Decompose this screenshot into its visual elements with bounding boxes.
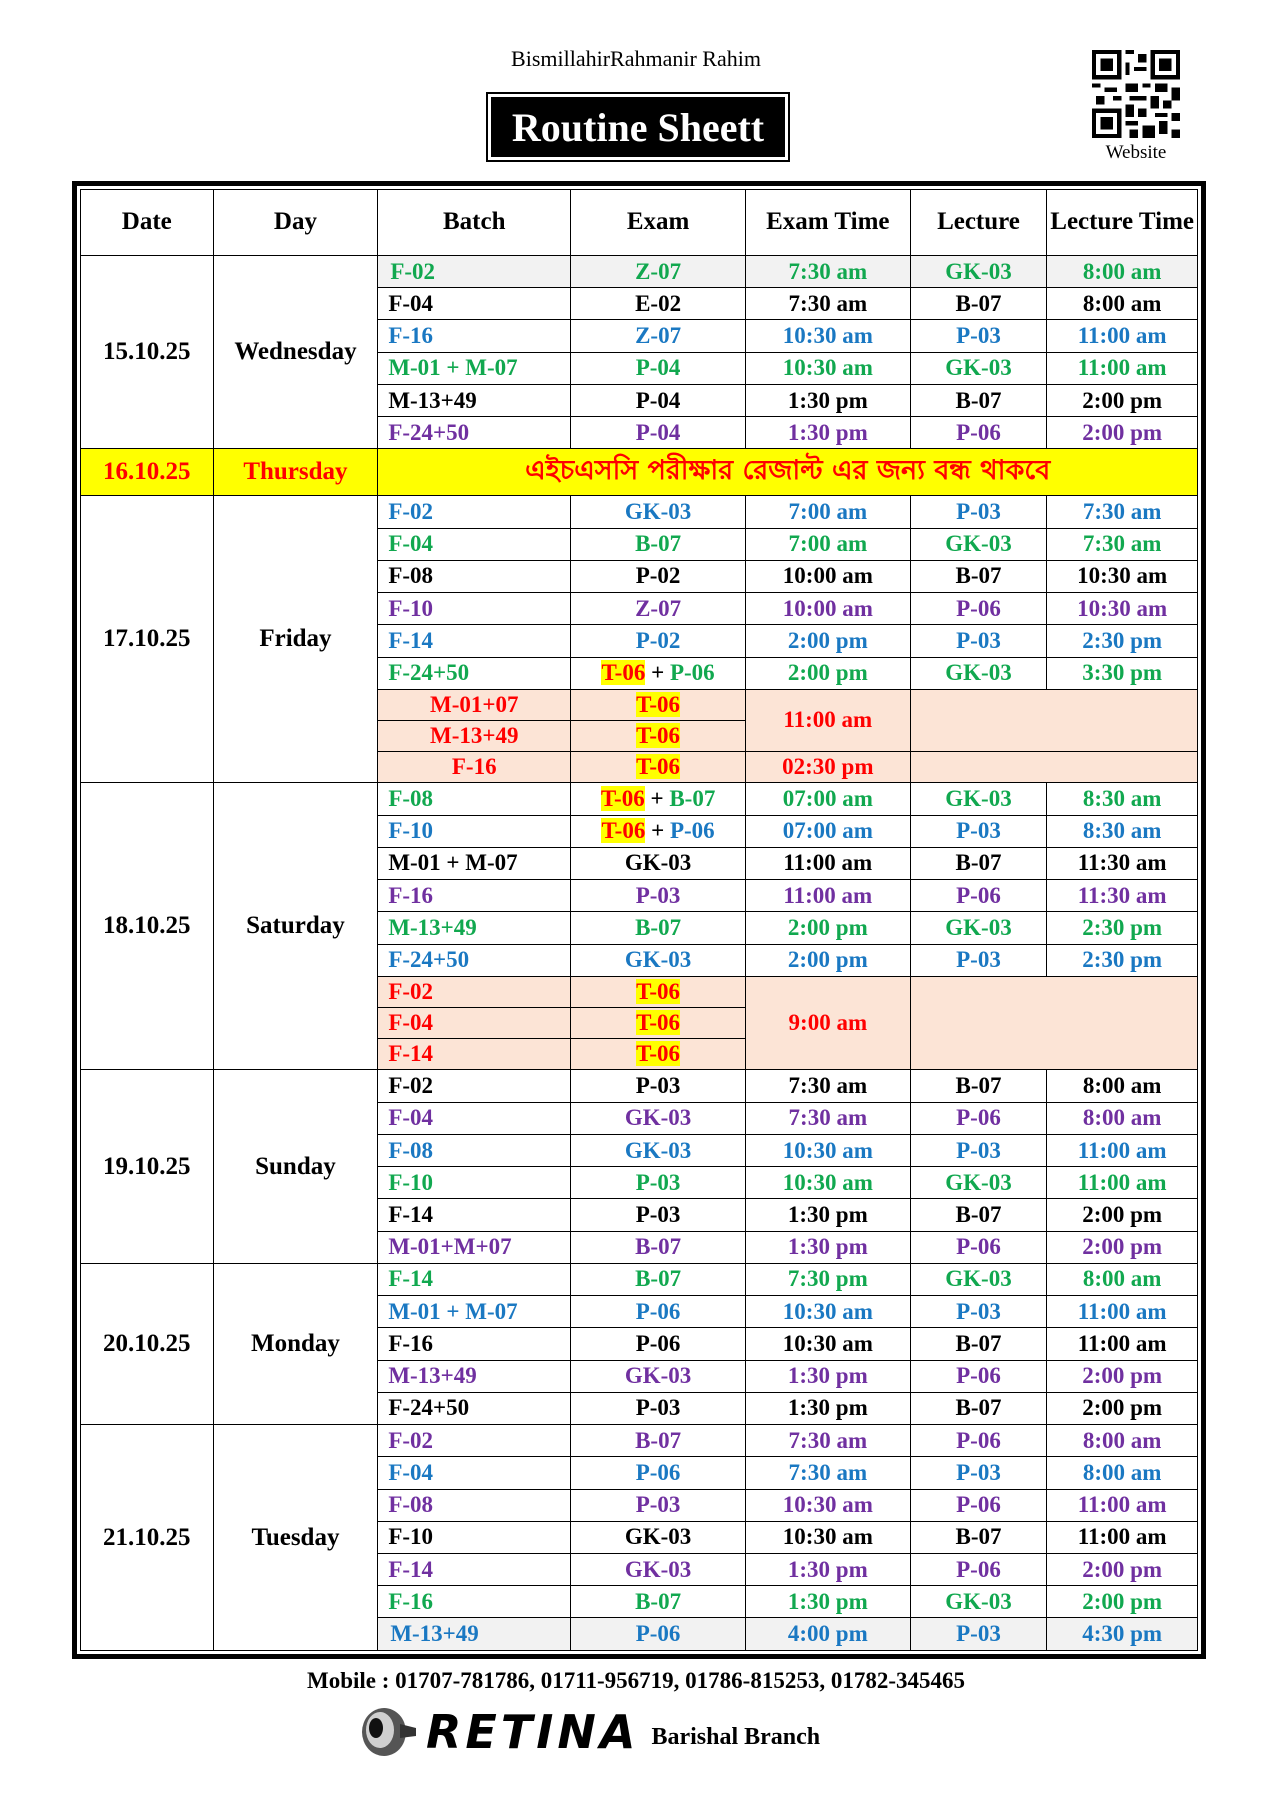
exam-time-cell: 10:30 am	[745, 352, 910, 384]
exam-time-cell: 10:30 am	[745, 1521, 910, 1553]
lecture-time-cell: 11:00 am	[1047, 1521, 1198, 1553]
exam-cell: GK-03	[571, 1134, 746, 1166]
lecture-cell: P-06	[910, 593, 1047, 625]
exam-time-cell: 9:00 am	[745, 976, 910, 1070]
batch-cell: F-16	[378, 1586, 571, 1618]
exam-cell: P-06	[571, 1457, 746, 1489]
batch-cell: F-24+50	[378, 1392, 571, 1424]
exam-cell	[571, 815, 746, 847]
date-cell: 19.10.25	[81, 1070, 214, 1263]
exam-time-cell: 11:00 am	[745, 689, 910, 751]
batch-cell: M-01+07	[378, 689, 571, 720]
exam-time-cell: 2:00 pm	[745, 944, 910, 976]
routine-table	[80, 189, 1198, 1651]
exam-cell: GK-03	[571, 847, 746, 879]
lecture-time-cell: 2:00 pm	[1047, 1231, 1198, 1263]
lecture-cell: B-07	[910, 1521, 1047, 1553]
exam-cell: B-07	[571, 1425, 746, 1457]
exam-highlight: T-06	[600, 786, 645, 812]
exam-cell: GK-03	[571, 1360, 746, 1392]
lecture-time-cell: 11:00 am	[1047, 1134, 1198, 1166]
routine-table-body	[81, 256, 1198, 1651]
lecture-time-cell: 11:00 am	[1047, 320, 1198, 352]
lecture-cell: P-06	[910, 1231, 1047, 1263]
lecture-time-cell: 8:00 am	[1047, 1070, 1198, 1102]
lecture-time-cell: 2:00 pm	[1047, 1392, 1198, 1424]
exam-cell: GK-03	[571, 496, 746, 528]
lecture-cell: GK-03	[910, 912, 1047, 944]
batch-cell: F-08	[378, 1489, 571, 1521]
batch-cell: F-10	[378, 1167, 571, 1199]
date-cell: 16.10.25	[81, 449, 214, 496]
batch-cell: M-01+M+07	[378, 1231, 571, 1263]
exam-cell: E-02	[571, 288, 746, 320]
exam-time-cell: 7:30 am	[745, 1102, 910, 1134]
exam-highlight: T-06	[636, 978, 680, 1004]
batch-cell: F-02	[378, 1070, 571, 1102]
exam-highlight: T-06	[636, 1041, 680, 1067]
exam-cell	[571, 657, 746, 689]
exam-cell: GK-03	[571, 1521, 746, 1553]
batch-cell: F-04	[378, 528, 571, 560]
batch-cell: F-24+50	[378, 944, 571, 976]
batch-cell: F-16	[378, 880, 571, 912]
exam-time-cell: 2:00 pm	[745, 625, 910, 657]
exam-cell: GK-03	[571, 1102, 746, 1134]
lecture-cell: P-03	[910, 815, 1047, 847]
exam-cell: GK-03	[571, 944, 746, 976]
bismillah-text: BismillahirRahmanir Rahim	[511, 46, 761, 71]
batch-cell: F-14	[378, 1199, 571, 1231]
batch-cell: F-14	[378, 625, 571, 657]
blank-cell	[910, 976, 1197, 1070]
lecture-time-cell: 2:00 pm	[1047, 417, 1198, 449]
lecture-cell: B-07	[910, 1199, 1047, 1231]
batch-cell: F-14	[378, 1553, 571, 1585]
date-cell: 18.10.25	[81, 783, 214, 1070]
exam-highlight: T-06	[601, 660, 646, 686]
batch-cell: M-01 + M-07	[378, 352, 571, 384]
lecture-time-cell: 10:30 am	[1047, 593, 1198, 625]
lecture-cell: GK-03	[910, 1167, 1047, 1199]
lecture-time-cell: 11:00 am	[1047, 1167, 1198, 1199]
lecture-cell: P-03	[910, 496, 1047, 528]
lecture-cell: P-03	[910, 625, 1047, 657]
qr-label: Website	[1105, 142, 1167, 163]
retina-logo	[356, 1702, 820, 1762]
exam-time-cell: 7:00 am	[745, 528, 910, 560]
day-cell: Thursday	[213, 449, 378, 496]
exam-plus: +	[645, 660, 670, 686]
exam-cell: B-07	[571, 912, 746, 944]
lecture-time-cell: 4:30 pm	[1047, 1618, 1198, 1651]
exam-time-cell: 10:00 am	[745, 593, 910, 625]
col-header-date: Date	[81, 190, 214, 256]
lecture-cell: B-07	[910, 1392, 1047, 1424]
exam-time-cell: 1:30 pm	[745, 1360, 910, 1392]
batch-cell: M-13+49	[378, 1360, 571, 1392]
day-cell: Saturday	[213, 783, 378, 1070]
lecture-time-cell: 3:30 pm	[1047, 657, 1198, 689]
batch-cell: F-14	[378, 1039, 571, 1070]
exam-highlight: T-06	[636, 691, 680, 717]
lecture-cell: B-07	[910, 288, 1047, 320]
exam-cell: B-07	[571, 528, 746, 560]
exam-rest: B-07	[669, 786, 716, 812]
batch-cell: F-02	[378, 976, 571, 1007]
batch-cell: M-13+49	[378, 912, 571, 944]
table-row	[81, 1425, 1198, 1457]
exam-highlight: T-06	[636, 723, 680, 749]
exam-cell: P-06	[571, 1328, 746, 1360]
lecture-time-cell: 8:00 am	[1047, 288, 1198, 320]
lecture-time-cell: 11:30 am	[1047, 847, 1198, 879]
batch-cell: F-10	[378, 593, 571, 625]
lecture-time-cell: 8:00 am	[1047, 1425, 1198, 1457]
batch-cell: F-02	[378, 1425, 571, 1457]
exam-cell: Z-07	[571, 256, 746, 288]
routine-table-frame	[72, 181, 1206, 1659]
lecture-time-cell: 2:00 pm	[1047, 1199, 1198, 1231]
exam-time-cell: 1:30 pm	[745, 384, 910, 416]
col-header-exam-time: Exam Time	[745, 190, 910, 256]
batch-cell: F-02	[378, 256, 571, 288]
exam-time-cell: 7:00 am	[745, 496, 910, 528]
exam-time-cell: 02:30 pm	[745, 752, 910, 783]
holiday-row	[81, 449, 1198, 496]
date-cell: 17.10.25	[81, 496, 214, 783]
exam-time-cell: 4:00 pm	[745, 1618, 910, 1651]
exam-time-cell: 1:30 pm	[745, 1586, 910, 1618]
exam-time-cell: 10:30 am	[745, 1296, 910, 1328]
col-header-day: Day	[213, 190, 378, 256]
exam-time-cell: 7:30 pm	[745, 1263, 910, 1295]
exam-time-cell: 2:00 pm	[745, 912, 910, 944]
exam-time-cell: 07:00 am	[745, 783, 910, 815]
qr-code-icon[interactable]	[1092, 50, 1180, 138]
lecture-cell: P-06	[910, 1425, 1047, 1457]
lecture-time-cell: 2:30 pm	[1047, 912, 1198, 944]
lecture-cell: GK-03	[910, 1586, 1047, 1618]
date-cell: 15.10.25	[81, 256, 214, 449]
day-cell: Tuesday	[213, 1425, 378, 1651]
lecture-time-cell: 8:30 am	[1047, 815, 1198, 847]
exam-time-cell: 10:30 am	[745, 1134, 910, 1166]
exam-cell: Z-07	[571, 593, 746, 625]
exam-cell: P-04	[571, 384, 746, 416]
lecture-time-cell: 2:30 pm	[1047, 944, 1198, 976]
lecture-cell: P-06	[910, 1360, 1047, 1392]
exam-time-cell: 10:30 am	[745, 1328, 910, 1360]
day-cell: Monday	[213, 1263, 378, 1424]
header-row	[81, 190, 1198, 256]
table-row	[81, 1070, 1198, 1102]
exam-cell: P-03	[571, 880, 746, 912]
day-cell: Sunday	[213, 1070, 378, 1263]
holiday-note: এইচএসসি পরীক্ষার রেজাল্ট এর জন্য বন্ধ থাকবে	[378, 449, 1198, 496]
lecture-cell: P-03	[910, 1296, 1047, 1328]
exam-cell: P-03	[571, 1489, 746, 1521]
batch-cell: M-13+49	[378, 384, 571, 416]
lecture-cell: P-03	[910, 944, 1047, 976]
batch-cell: F-08	[378, 1134, 571, 1166]
exam-cell: P-06	[571, 1296, 746, 1328]
lecture-cell: P-06	[910, 1553, 1047, 1585]
batch-cell: M-01 + M-07	[378, 1296, 571, 1328]
exam-cell	[571, 1008, 746, 1039]
col-header-lecture: Lecture	[910, 190, 1047, 256]
table-row	[81, 1263, 1198, 1295]
batch-cell: M-13+49	[378, 720, 571, 751]
exam-cell: B-07	[571, 1263, 746, 1295]
blank-cell	[910, 689, 1197, 751]
batch-cell: F-04	[378, 288, 571, 320]
exam-cell: P-03	[571, 1392, 746, 1424]
lecture-time-cell: 7:30 am	[1047, 528, 1198, 560]
batch-cell: F-10	[378, 815, 571, 847]
lecture-cell: P-06	[910, 1102, 1047, 1134]
day-cell: Friday	[213, 496, 378, 783]
col-header-batch: Batch	[378, 190, 571, 256]
exam-cell	[571, 752, 746, 783]
lecture-cell: B-07	[910, 1328, 1047, 1360]
exam-time-cell: 1:30 pm	[745, 1231, 910, 1263]
lecture-cell: GK-03	[910, 657, 1047, 689]
lecture-time-cell: 11:30 am	[1047, 880, 1198, 912]
exam-rest: P-06	[669, 818, 715, 844]
table-row	[81, 783, 1198, 815]
lecture-time-cell: 8:30 am	[1047, 783, 1198, 815]
lecture-cell: GK-03	[910, 528, 1047, 560]
lecture-cell: P-03	[910, 320, 1047, 352]
exam-time-cell: 7:30 am	[745, 256, 910, 288]
exam-time-cell: 11:00 am	[745, 847, 910, 879]
batch-cell: F-08	[378, 783, 571, 815]
exam-time-cell: 07:00 am	[745, 815, 910, 847]
mobile-numbers: Mobile : 01707-781786, 01711-956719, 01786-815253, 01782-345465	[306, 1668, 965, 1693]
lecture-time-cell: 10:30 am	[1047, 560, 1198, 592]
batch-cell: F-08	[378, 560, 571, 592]
eye-logo-icon	[356, 1704, 416, 1760]
batch-cell: F-24+50	[378, 657, 571, 689]
batch-cell: F-02	[378, 496, 571, 528]
batch-cell: F-16	[378, 320, 571, 352]
branch-name: Barishal Branch	[651, 1723, 821, 1750]
batch-cell: F-24+50	[378, 417, 571, 449]
lecture-time-cell: 2:00 pm	[1047, 384, 1198, 416]
lecture-time-cell: 11:00 am	[1047, 1489, 1198, 1521]
exam-time-cell: 7:30 am	[745, 1457, 910, 1489]
exam-plus: +	[645, 818, 670, 844]
lecture-time-cell: 11:00 am	[1047, 1328, 1198, 1360]
exam-cell: P-02	[571, 625, 746, 657]
lecture-time-cell: 2:00 pm	[1047, 1553, 1198, 1585]
lecture-cell: B-07	[910, 847, 1047, 879]
lecture-time-cell: 8:00 am	[1047, 1457, 1198, 1489]
lecture-cell: P-03	[910, 1457, 1047, 1489]
exam-time-cell: 11:00 am	[745, 880, 910, 912]
exam-highlight: T-06	[601, 818, 646, 844]
lecture-cell: GK-03	[910, 1263, 1047, 1295]
exam-cell	[571, 783, 746, 815]
lecture-time-cell: 2:00 pm	[1047, 1360, 1198, 1392]
lecture-cell: GK-03	[910, 256, 1047, 288]
exam-time-cell: 2:00 pm	[745, 657, 910, 689]
table-row	[81, 496, 1198, 528]
lecture-cell: GK-03	[910, 352, 1047, 384]
batch-cell: F-04	[378, 1102, 571, 1134]
page-title: Routine Sheett	[491, 97, 785, 157]
lecture-time-cell: 7:30 am	[1047, 496, 1198, 528]
blank-cell	[910, 752, 1197, 783]
lecture-cell: B-07	[910, 1070, 1047, 1102]
exam-cell	[571, 720, 746, 751]
exam-time-cell: 7:30 am	[745, 1425, 910, 1457]
exam-cell: B-07	[571, 1231, 746, 1263]
batch-cell: F-16	[378, 1328, 571, 1360]
exam-cell: P-03	[571, 1167, 746, 1199]
batch-cell: F-16	[378, 752, 571, 783]
date-cell: 20.10.25	[81, 1263, 214, 1424]
batch-cell: F-04	[378, 1457, 571, 1489]
col-header-lecture-time: Lecture Time	[1047, 190, 1198, 256]
exam-cell	[571, 1039, 746, 1070]
day-cell: Wednesday	[213, 256, 378, 449]
batch-cell: M-13+49	[378, 1618, 571, 1651]
exam-time-cell: 7:30 am	[745, 288, 910, 320]
exam-time-cell: 10:30 am	[745, 1489, 910, 1521]
lecture-time-cell: 11:00 am	[1047, 352, 1198, 384]
exam-time-cell: 10:30 am	[745, 320, 910, 352]
exam-time-cell: 1:30 pm	[745, 417, 910, 449]
exam-cell: P-06	[571, 1618, 746, 1651]
exam-time-cell: 10:30 am	[745, 1167, 910, 1199]
col-header-exam: Exam	[571, 190, 746, 256]
exam-cell: GK-03	[571, 1553, 746, 1585]
lecture-time-cell: 8:00 am	[1047, 256, 1198, 288]
exam-time-cell: 7:30 am	[745, 1070, 910, 1102]
lecture-cell: P-06	[910, 417, 1047, 449]
exam-cell	[571, 689, 746, 720]
batch-cell: M-01 + M-07	[378, 847, 571, 879]
exam-cell: Z-07	[571, 320, 746, 352]
lecture-time-cell: 11:00 am	[1047, 1296, 1198, 1328]
exam-time-cell: 10:00 am	[745, 560, 910, 592]
lecture-cell: B-07	[910, 560, 1047, 592]
exam-cell: P-04	[571, 417, 746, 449]
lecture-cell: B-07	[910, 384, 1047, 416]
exam-cell: P-03	[571, 1070, 746, 1102]
lecture-time-cell: 2:00 pm	[1047, 1586, 1198, 1618]
exam-time-cell: 1:30 pm	[745, 1392, 910, 1424]
batch-cell: F-10	[378, 1521, 571, 1553]
exam-time-cell: 1:30 pm	[745, 1199, 910, 1231]
date-cell: 21.10.25	[81, 1425, 214, 1651]
exam-cell: B-07	[571, 1586, 746, 1618]
batch-cell: F-14	[378, 1263, 571, 1295]
exam-highlight: T-06	[636, 754, 680, 780]
brand-name: RETINA	[426, 1705, 640, 1759]
exam-rest: P-06	[669, 660, 715, 686]
lecture-cell: P-03	[910, 1134, 1047, 1166]
exam-cell: P-02	[571, 560, 746, 592]
batch-cell: F-04	[378, 1008, 571, 1039]
exam-time-cell: 1:30 pm	[745, 1553, 910, 1585]
lecture-time-cell: 2:30 pm	[1047, 625, 1198, 657]
lecture-time-cell: 8:00 am	[1047, 1102, 1198, 1134]
lecture-cell: GK-03	[910, 783, 1047, 815]
exam-highlight: T-06	[636, 1010, 680, 1036]
lecture-time-cell: 8:00 am	[1047, 1263, 1198, 1295]
lecture-cell: P-03	[910, 1618, 1047, 1651]
lecture-cell: P-06	[910, 880, 1047, 912]
table-row	[81, 256, 1198, 288]
exam-plus: +	[644, 786, 670, 812]
exam-cell	[571, 976, 746, 1007]
title-box	[486, 92, 790, 162]
exam-cell: P-04	[571, 352, 746, 384]
exam-cell: P-03	[571, 1199, 746, 1231]
lecture-cell: P-06	[910, 1489, 1047, 1521]
